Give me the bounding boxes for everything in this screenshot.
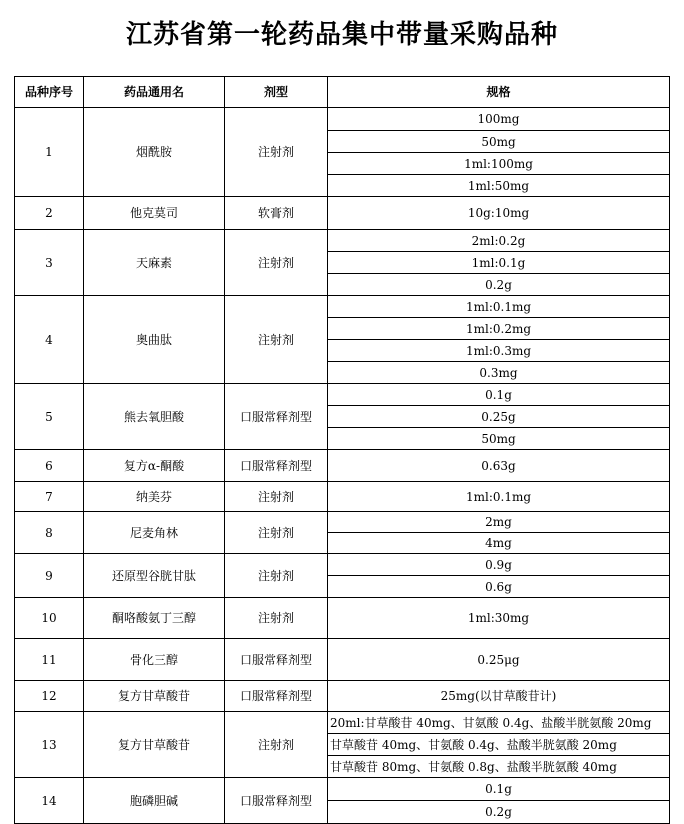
table-row xyxy=(15,598,670,639)
cell-drug-name: 酮咯酸氨丁三醇 xyxy=(84,598,225,639)
cell-spec: 0.9g xyxy=(328,554,670,576)
cell-spec: 2ml:0.2g xyxy=(328,230,670,252)
cell-drug-name: 还原型谷胱甘肽 xyxy=(84,554,225,598)
table-row xyxy=(15,197,670,230)
cell-seq: 3 xyxy=(15,230,84,296)
cell-dosage-form: 注射剂 xyxy=(225,230,328,296)
cell-spec: 0.25g xyxy=(328,406,670,428)
cell-drug-name: 纳美芬 xyxy=(84,482,225,512)
cell-spec: 1ml:0.1mg xyxy=(328,482,670,512)
cell-dosage-form: 软膏剂 xyxy=(225,197,328,230)
header-name: 药品通用名 xyxy=(84,77,225,108)
cell-drug-name: 他克莫司 xyxy=(84,197,225,230)
cell-spec: 1ml:0.2mg xyxy=(328,318,670,340)
cell-drug-name: 奥曲肽 xyxy=(84,296,225,384)
cell-drug-name: 复方甘草酸苷 xyxy=(84,681,225,712)
cell-spec: 甘草酸苷 80mg、甘氨酸 0.8g、盐酸半胱氨酸 40mg xyxy=(328,756,670,778)
cell-spec: 1ml:0.1mg xyxy=(328,296,670,318)
cell-spec: 1ml:0.1g xyxy=(328,252,670,274)
cell-dosage-form: 注射剂 xyxy=(225,712,328,778)
cell-dosage-form: 口服常释剂型 xyxy=(225,681,328,712)
cell-spec: 2mg xyxy=(328,512,670,533)
cell-spec: 0.25μg xyxy=(328,639,670,681)
cell-drug-name: 熊去氧胆酸 xyxy=(84,384,225,450)
table-row xyxy=(15,296,670,318)
table-row xyxy=(15,778,670,801)
table-row xyxy=(15,639,670,681)
cell-drug-name: 骨化三醇 xyxy=(84,639,225,681)
cell-dosage-form: 口服常释剂型 xyxy=(225,778,328,824)
cell-dosage-form: 口服常释剂型 xyxy=(225,450,328,482)
cell-dosage-form: 口服常释剂型 xyxy=(225,384,328,450)
cell-dosage-form: 注射剂 xyxy=(225,296,328,384)
cell-drug-name: 尼麦角林 xyxy=(84,512,225,554)
table-header-row xyxy=(15,77,670,108)
cell-dosage-form: 注射剂 xyxy=(225,482,328,512)
cell-spec: 25mg(以甘草酸苷计) xyxy=(328,681,670,712)
cell-drug-name: 胞磷胆碱 xyxy=(84,778,225,824)
table-row xyxy=(15,482,670,512)
cell-seq: 12 xyxy=(15,681,84,712)
cell-spec: 0.63g xyxy=(328,450,670,482)
cell-spec: 0.1g xyxy=(328,778,670,801)
drug-table-body xyxy=(15,108,670,824)
header-form: 剂型 xyxy=(225,77,328,108)
cell-drug-name: 烟酰胺 xyxy=(84,108,225,197)
cell-drug-name: 复方甘草酸苷 xyxy=(84,712,225,778)
page-title: 江苏省第一轮药品集中带量采购品种 xyxy=(125,20,558,50)
table-row xyxy=(15,384,670,406)
cell-seq: 9 xyxy=(15,554,84,598)
cell-seq: 11 xyxy=(15,639,84,681)
cell-spec: 1ml:50mg xyxy=(328,175,670,197)
cell-seq: 10 xyxy=(15,598,84,639)
cell-spec: 20ml:甘草酸苷 40mg、甘氨酸 0.4g、盐酸半胱氨酸 20mg xyxy=(328,712,670,734)
cell-seq: 8 xyxy=(15,512,84,554)
cell-spec: 4mg xyxy=(328,533,670,554)
cell-spec: 50mg xyxy=(328,131,670,153)
cell-dosage-form: 注射剂 xyxy=(225,512,328,554)
cell-spec: 0.3mg xyxy=(328,362,670,384)
table-row xyxy=(15,681,670,712)
cell-dosage-form: 注射剂 xyxy=(225,108,328,197)
table-row xyxy=(15,712,670,734)
cell-spec: 10g:10mg xyxy=(328,197,670,230)
cell-seq: 1 xyxy=(15,108,84,197)
header-seq: 品种序号 xyxy=(15,77,84,108)
cell-spec: 1ml:100mg xyxy=(328,153,670,175)
cell-spec: 0.6g xyxy=(328,576,670,598)
cell-dosage-form: 注射剂 xyxy=(225,554,328,598)
cell-spec: 甘草酸苷 40mg、甘氨酸 0.4g、盐酸半胱氨酸 20mg xyxy=(328,734,670,756)
cell-spec: 0.2g xyxy=(328,801,670,824)
table-row xyxy=(15,108,670,131)
cell-drug-name: 复方α-酮酸 xyxy=(84,450,225,482)
cell-spec: 100mg xyxy=(328,108,670,131)
cell-seq: 6 xyxy=(15,450,84,482)
drug-table xyxy=(14,76,670,824)
table-row xyxy=(15,230,670,252)
cell-seq: 5 xyxy=(15,384,84,450)
table-row xyxy=(15,554,670,576)
table-row xyxy=(15,450,670,482)
cell-spec: 0.2g xyxy=(328,274,670,296)
cell-dosage-form: 口服常释剂型 xyxy=(225,639,328,681)
table-row xyxy=(15,512,670,533)
cell-seq: 13 xyxy=(15,712,84,778)
cell-seq: 7 xyxy=(15,482,84,512)
cell-dosage-form: 注射剂 xyxy=(225,598,328,639)
cell-spec: 1ml:30mg xyxy=(328,598,670,639)
cell-drug-name: 天麻素 xyxy=(84,230,225,296)
cell-seq: 4 xyxy=(15,296,84,384)
header-spec: 规格 xyxy=(328,77,670,108)
cell-spec: 1ml:0.3mg xyxy=(328,340,670,362)
cell-seq: 2 xyxy=(15,197,84,230)
cell-seq: 14 xyxy=(15,778,84,824)
cell-spec: 50mg xyxy=(328,428,670,450)
cell-spec: 0.1g xyxy=(328,384,670,406)
